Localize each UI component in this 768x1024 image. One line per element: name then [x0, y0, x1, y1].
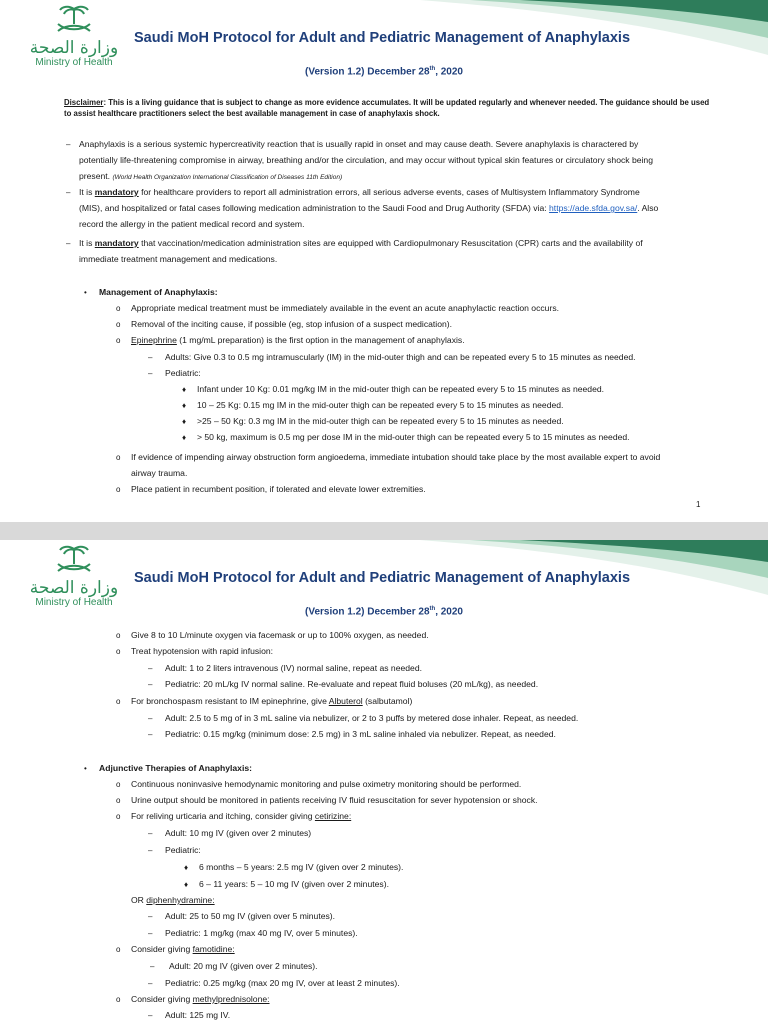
dash-marker: –	[66, 239, 71, 248]
dash-marker: –	[66, 140, 71, 149]
dash-marker: –	[148, 369, 153, 378]
dash-marker: –	[148, 353, 153, 362]
diamond-marker: ♦	[184, 863, 189, 872]
intro-line: Anaphylaxis is a serious systemic hypercreativity reaction that is usually rapid in onset and may cause death. Severe anaphylaxis is charactered by	[79, 139, 639, 149]
dash-marker: –	[148, 1011, 153, 1020]
list-item: For reliving urticaria and itching, consider giving cetirizine:	[131, 811, 352, 821]
intro-line: present. (World Health Organization International Classification of Diseases 11th Edition)	[79, 171, 343, 181]
list-item: Adult: 10 mg IV (given over 2 minutes)	[165, 828, 312, 838]
diamond-marker: ♦	[184, 880, 189, 889]
dash-marker: –	[148, 730, 153, 739]
mandatory-cpr-line: It is mandatory that vaccination/medication administration sites are equipped with Cardiopulmonary Resuscitation (CPR) carts and the availability of	[79, 238, 643, 248]
dash-marker: –	[150, 962, 155, 971]
list-item: Give 8 to 10 L/minute oxygen via facemask or up to 100% oxygen, as needed.	[131, 630, 429, 640]
bullet-marker: •	[84, 288, 87, 297]
list-item: If evidence of impending airway obstruction form angioedema, immediate intubation should take place by the most available expert to avoid	[131, 452, 661, 462]
circle-marker: o	[116, 780, 121, 789]
list-item: 6 – 11 years: 5 – 10 mg IV (given over 2 minutes).	[199, 879, 389, 889]
circle-marker: o	[116, 631, 121, 640]
circle-marker: o	[116, 485, 121, 494]
circle-marker: o	[116, 945, 121, 954]
logo-english-text: Ministry of Health	[35, 597, 113, 608]
logo-arabic-text: وزارة الصحة	[29, 38, 119, 58]
adjunct-heading: Adjunctive Therapies of Anaphylaxis:	[99, 763, 252, 773]
palm-swords-icon	[52, 4, 96, 34]
diamond-marker: ♦	[182, 401, 187, 410]
document-page-2	[0, 540, 768, 1024]
intro-line: potentially life-threatening compromise in airway, breathing and/or the circulation, and may occur without typical skin features or circulatory shock being	[79, 155, 653, 165]
list-item: Pediatric:	[165, 845, 201, 855]
document-title: Saudi MoH Protocol for Adult and Pediatric Management of Anaphylaxis	[134, 570, 631, 586]
list-item: Removal of the inciting cause, if possible (eg, stop infusion of a suspect medication).	[131, 319, 453, 329]
circle-marker: o	[116, 796, 121, 805]
list-item: >25 – 50 Kg: 0.3 mg IM in the mid-outer thigh can be repeated every 5 to 15 minutes as needed.	[197, 416, 564, 426]
page-number: 1	[696, 500, 701, 509]
list-item: Infant under 10 Kg: 0.01 mg/kg IM in the mid-outer thigh can be repeated every 5 to 15 minutes as needed.	[197, 384, 605, 394]
version-line: (Version 1.2) December 28th, 2020	[305, 606, 463, 618]
logo-english-text: Ministry of Health	[35, 57, 113, 68]
circle-marker: o	[116, 304, 121, 313]
list-item: Pediatric: 0.15 mg/kg (minimum dose: 2.5 mg) in 3 mL saline inhaled via nebulizer. Repeat, as needed.	[165, 729, 556, 739]
mandatory-report-line: (MIS), and hospitalized or fatal cases following medication administration to the Saudi Food and Drug Authority (SFDA) via: https://ade.sfda.gov.sa/. Also	[79, 203, 659, 213]
mandatory-report-line: It is mandatory for healthcare providers to report all administration errors, all serious adverse events, cases of Multisystem Inflammatory Syndrome	[79, 187, 640, 197]
circle-marker: o	[116, 320, 121, 329]
list-item: Adult: 1 to 2 liters intravenous (IV) normal saline, repeat as needed.	[165, 663, 422, 673]
list-item: Pediatric:	[165, 368, 201, 378]
palm-swords-icon	[52, 544, 96, 574]
dash-marker: –	[148, 912, 153, 921]
list-item: Adult: 20 mg IV (given over 2 minutes).	[169, 961, 318, 971]
bullet-marker: •	[84, 764, 87, 773]
diamond-marker: ♦	[182, 385, 187, 394]
list-item: Pediatric: 20 mL/kg IV normal saline. Re-evaluate and repeat fluid boluses (20 mL/kg), as needed.	[165, 679, 539, 689]
dash-marker: –	[148, 664, 153, 673]
mandatory-cpr-line: immediate treatment management and medications.	[79, 254, 278, 264]
list-item: Continuous noninvasive hemodynamic monitoring and pulse oximetry monitoring should be performed.	[131, 779, 522, 789]
diamond-marker: ♦	[182, 417, 187, 426]
list-item: Adult: 2.5 to 5 mg of in 3 mL saline via nebulizer, or 2 to 3 puffs by metered dose inhaler. Repeat, as needed.	[165, 713, 579, 723]
list-item: OR diphenhydramine:	[131, 895, 215, 905]
logo-arabic-text: وزارة الصحة	[29, 578, 119, 598]
list-item: Place patient in recumbent position, if tolerated and elevate lower extremities.	[131, 484, 426, 494]
list-item: Pediatric: 0.25 mg/kg (max 20 mg IV, over at least 2 minutes).	[165, 978, 400, 988]
circle-marker: o	[116, 453, 121, 462]
list-item: Epinephrine (1 mg/mL preparation) is the first option in the management of anaphylaxis.	[131, 335, 465, 345]
list-item: Treat hypotension with rapid infusion:	[131, 646, 274, 656]
list-item: Adults: Give 0.3 to 0.5 mg intramuscularly (IM) in the mid-outer thigh and can be repeated every 5 to 15 minutes as needed.	[165, 352, 636, 362]
circle-marker: o	[116, 697, 121, 706]
dash-marker: –	[148, 979, 153, 988]
dash-marker: –	[66, 188, 71, 197]
document-title: Saudi MoH Protocol for Adult and Pediatric Management of Anaphylaxis	[134, 30, 631, 46]
list-item: For bronchospasm resistant to IM epinephrine, give Albuterol (salbutamol)	[131, 696, 413, 706]
disclaimer: Disclaimer: This is a living guidance that is subject to change as more evidence accumulates. It will be updated regularly and whenever needed. The guidance should be used to assist healthcare practitioners select the best available management in case of anaphylaxis shock.	[64, 98, 710, 118]
circle-marker: o	[116, 336, 121, 345]
list-item: Consider giving famotidine:	[131, 944, 235, 954]
list-item: Adult: 25 to 50 mg IV (given over 5 minutes).	[165, 911, 336, 921]
version-line: (Version 1.2) December 28th, 2020	[305, 66, 463, 78]
list-item: Pediatric: 1 mg/kg (max 40 mg IV, over 5 minutes).	[165, 928, 358, 938]
circle-marker: o	[116, 647, 121, 656]
list-item: Urine output should be monitored in patients receiving IV fluid resuscitation for sever hypotension or shock.	[131, 795, 538, 805]
list-item: 6 months – 5 years: 2.5 mg IV (given over 2 minutes).	[199, 862, 404, 872]
mandatory-report-line: record the allergy in the patient medical record and system.	[79, 219, 305, 229]
list-item: Appropriate medical treatment must be immediately available in the event an acute anaphylactic reaction occurs.	[131, 303, 560, 313]
list-item: Adult: 125 mg IV.	[165, 1010, 231, 1020]
dash-marker: –	[148, 829, 153, 838]
sfda-link[interactable]: https://ade.sfda.gov.sa/	[549, 203, 638, 213]
dash-marker: –	[148, 714, 153, 723]
dash-marker: –	[148, 929, 153, 938]
dash-marker: –	[148, 680, 153, 689]
dash-marker: –	[148, 846, 153, 855]
list-item: > 50 kg, maximum is 0.5 mg per dose IM in the mid-outer thigh can be repeated every 5 to 15 minutes as needed.	[197, 432, 630, 442]
management-heading: Management of Anaphylaxis:	[99, 287, 218, 297]
list-item: Consider giving methylprednisolone:	[131, 994, 270, 1004]
list-item: airway trauma.	[131, 468, 188, 478]
circle-marker: o	[116, 995, 121, 1004]
list-item: 10 – 25 Kg: 0.15 mg IM in the mid-outer thigh can be repeated every 5 to 15 minutes as needed.	[197, 400, 564, 410]
circle-marker: o	[116, 812, 121, 821]
diamond-marker: ♦	[182, 433, 187, 442]
